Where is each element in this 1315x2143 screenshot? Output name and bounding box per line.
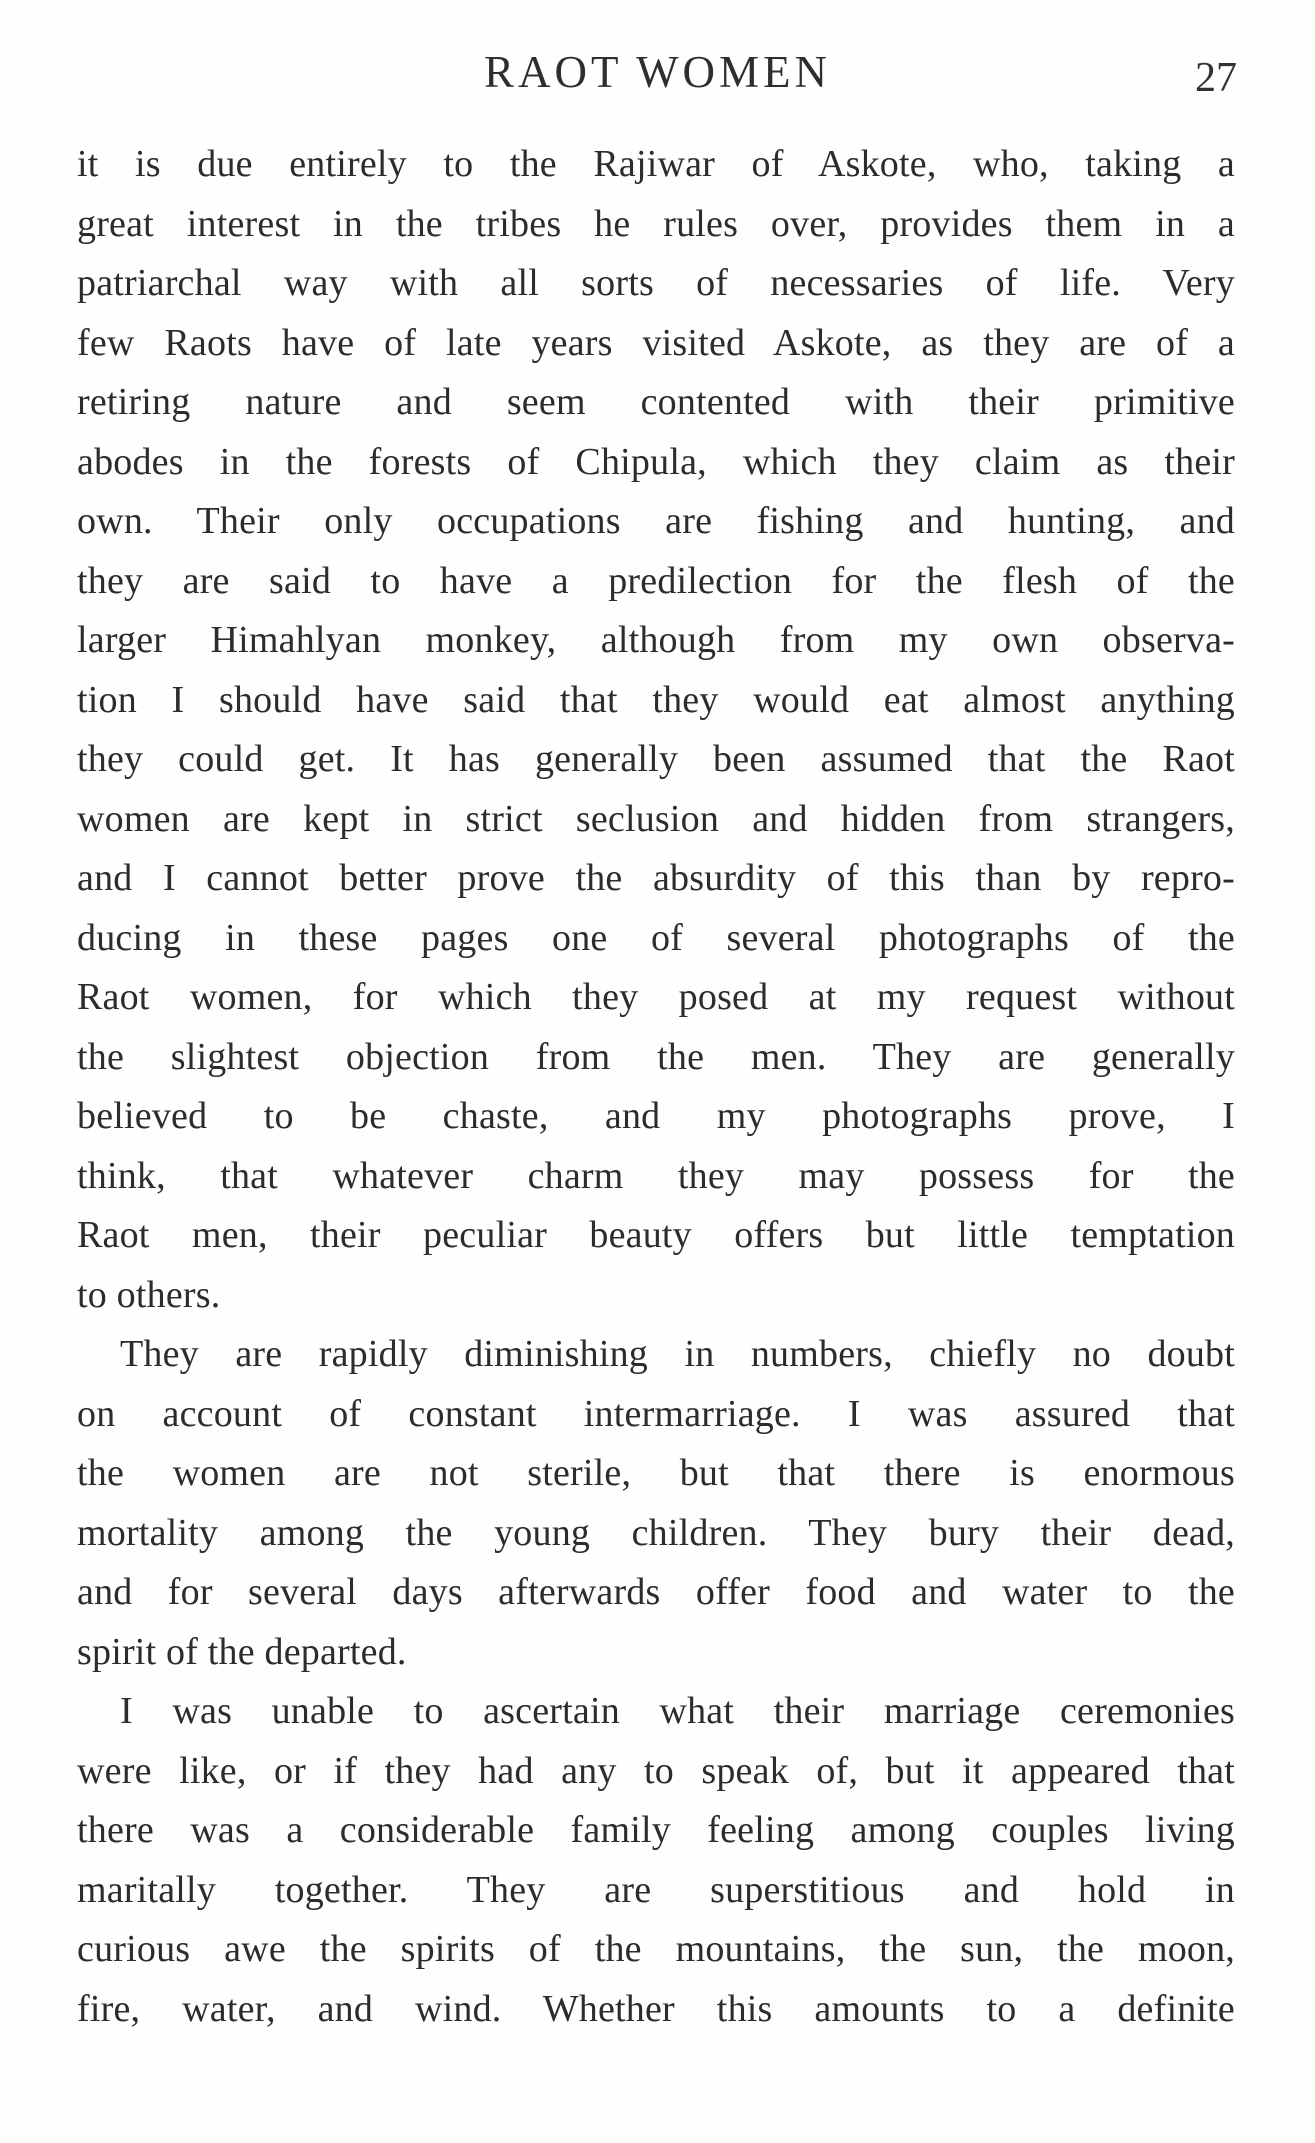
text-line: abodes in the forests of Chipula, which they claim as their (77, 440, 1235, 483)
running-head (0, 42, 1315, 102)
text-line: maritally together. They are superstitious and hold in (77, 1868, 1235, 1911)
text-line: own. Their only occupations are fishing and hunting, and (77, 500, 1235, 542)
text-line: tion I should have said that they would eat almost anything (77, 678, 1235, 721)
text-line: think, that whatever charm they may possess for the (77, 1154, 1235, 1197)
text-line: they could get. It has generally been assumed that the Raot (77, 738, 1235, 780)
body-text (77, 135, 1235, 2039)
text-line: spirit of the departed. (77, 1630, 407, 1673)
chapter-title: RAOT WOMEN (483, 47, 832, 97)
text-line: to others. (77, 1273, 221, 1316)
text-line: women are kept in strict seclusion and hidden from strangers, (77, 797, 1235, 840)
text-line: fire, water, and wind. Whether this amounts to a definite (77, 1987, 1235, 2030)
text-line: I was unable to ascertain what their marriage ceremonies (120, 1690, 1235, 1732)
text-line: there was a considerable family feeling among couples living (77, 1809, 1235, 1851)
text-line: it is due entirely to the Rajiwar of Askote, who, taking a (77, 143, 1235, 185)
text-line: were like, or if they had any to speak of, but it appeared that (77, 1749, 1235, 1792)
text-line: They are rapidly diminishing in numbers, chiefly no doubt (120, 1333, 1235, 1375)
text-line: great interest in the tribes he rules over, provides them in a (77, 202, 1235, 245)
text-line: larger Himahlyan monkey, although from my own observa- (77, 619, 1235, 661)
text-line: the women are not sterile, but that there is enormous (77, 1452, 1235, 1494)
text-line: on account of constant intermarriage. I was assured that (77, 1392, 1235, 1435)
text-line: retiring nature and seem contented with their primitive (77, 381, 1235, 423)
page-number: 27 (1195, 55, 1237, 101)
text-line: Raot women, for which they posed at my request without (77, 976, 1235, 1018)
text-line: believed to be chaste, and my photographs prove, I (77, 1095, 1235, 1137)
text-line: and for several days afterwards offer food and water to the (77, 1571, 1235, 1613)
text-line: patriarchal way with all sorts of necessaries of life. Very (77, 262, 1235, 304)
text-line: the slightest objection from the men. They are generally (77, 1035, 1235, 1078)
text-line: ducing in these pages one of several photographs of the (77, 916, 1235, 959)
text-line: mortality among the young children. They bury their dead, (77, 1511, 1235, 1554)
text-line: Raot men, their peculiar beauty offers but little temptation (77, 1214, 1235, 1256)
text-line: and I cannot better prove the absurdity of this than by repro- (77, 857, 1235, 899)
text-line: few Raots have of late years visited Askote, as they are of a (77, 321, 1235, 364)
text-line: curious awe the spirits of the mountains, the sun, the moon, (77, 1928, 1235, 1970)
text-line: they are said to have a predilection for the flesh of the (77, 559, 1235, 602)
